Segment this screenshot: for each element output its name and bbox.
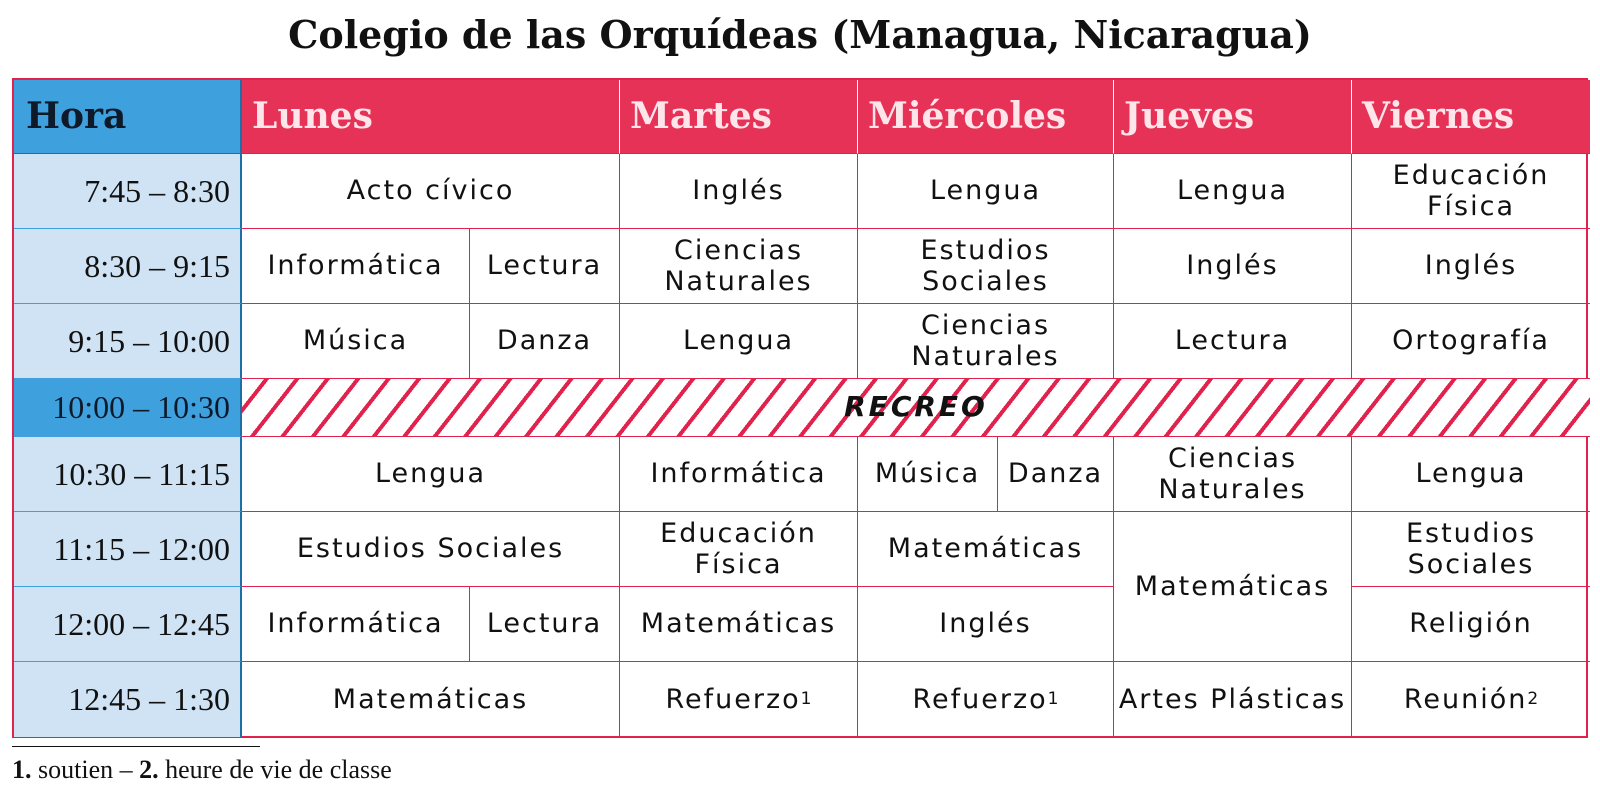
class-cell: Matemáticas (242, 662, 620, 737)
time-slot: 12:00 – 12:45 (14, 587, 242, 662)
header-hora: Hora (14, 80, 242, 154)
class-cell: Lengua (620, 304, 858, 379)
recreo-label: RECREO (844, 390, 988, 424)
class-cell: Lectura (470, 587, 620, 662)
timetable (12, 78, 1588, 738)
class-cell: Inglés (1352, 229, 1590, 304)
time-slot: 8:30 – 9:15 (14, 229, 242, 304)
footnote-divider (12, 746, 260, 747)
footnote-ref: 1 (800, 688, 812, 709)
page-title: Colegio de las Orquídeas (Managua, Nicaragua) (288, 12, 1312, 57)
class-cell: Estudios Sociales (242, 512, 620, 587)
class-cell: Informática (242, 229, 470, 304)
footnote-ref: 1 (1047, 688, 1059, 709)
class-cell: Acto cívico (242, 154, 620, 229)
class-cell: Ortografía (1352, 304, 1590, 379)
footnote (12, 755, 392, 785)
class-cell: Lectura (470, 229, 620, 304)
header-lunes: Lunes (242, 80, 620, 154)
time-slot: 10:30 – 11:15 (14, 437, 242, 512)
class-cell (620, 662, 858, 737)
class-cell: Matemáticas (1114, 512, 1352, 662)
class-cell: Ciencias Naturales (858, 304, 1114, 379)
class-cell: Artes Plásticas (1114, 662, 1352, 737)
class-cell: Informática (242, 587, 470, 662)
class-cell: Inglés (1114, 229, 1352, 304)
class-cell: Ciencias Naturales (620, 229, 858, 304)
class-cell: Educación Física (620, 512, 858, 587)
footnote-number: 1. (12, 755, 32, 784)
class-cell: Informática (620, 437, 858, 512)
header-miercoles: Miércoles (858, 80, 1114, 154)
footnote-text: soutien – (31, 755, 140, 784)
header-jueves: Jueves (1114, 80, 1352, 154)
class-cell (858, 662, 1114, 737)
header-viernes: Viernes (1352, 80, 1590, 154)
class-cell: Religión (1352, 587, 1590, 662)
class-cell: Lengua (858, 154, 1114, 229)
header-martes: Martes (620, 80, 858, 154)
class-cell: Lengua (242, 437, 620, 512)
class-label: Reunión (1403, 683, 1528, 715)
class-cell: Danza (998, 437, 1114, 512)
class-cell: Estudios Sociales (1352, 512, 1590, 587)
class-cell: Música (858, 437, 998, 512)
class-cell: Inglés (858, 587, 1114, 662)
recreo-band (242, 379, 1590, 437)
class-cell: Danza (470, 304, 620, 379)
class-cell: Lengua (1352, 437, 1590, 512)
class-cell: Educación Física (1352, 154, 1590, 229)
class-cell (1352, 662, 1590, 737)
time-slot: 7:45 – 8:30 (14, 154, 242, 229)
time-slot-recreo: 10:00 – 10:30 (14, 379, 242, 437)
class-cell: Matemáticas (858, 512, 1114, 587)
class-cell: Lengua (1114, 154, 1352, 229)
class-label: Refuerzo (912, 683, 1048, 715)
footnote-ref: 2 (1527, 688, 1539, 709)
class-cell: Estudios Sociales (858, 229, 1114, 304)
class-cell: Inglés (620, 154, 858, 229)
class-cell: Música (242, 304, 470, 379)
class-label: Refuerzo (665, 683, 801, 715)
class-cell: Matemáticas (620, 587, 858, 662)
footnote-text: heure de vie de classe (158, 755, 392, 784)
class-cell: Ciencias Naturales (1114, 437, 1352, 512)
time-slot: 11:15 – 12:00 (14, 512, 242, 587)
class-cell: Lectura (1114, 304, 1352, 379)
footnote-number: 2. (139, 755, 159, 784)
time-slot: 9:15 – 10:00 (14, 304, 242, 379)
time-slot: 12:45 – 1:30 (14, 662, 242, 737)
